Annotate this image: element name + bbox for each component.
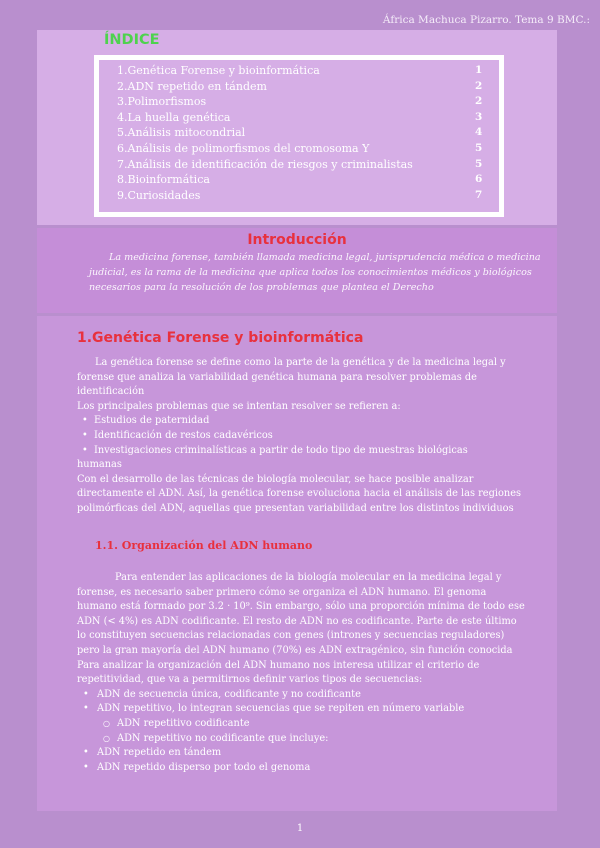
list-item: ○ ADN repetitivo codificante: [77, 717, 525, 732]
list-item: • ADN repetido en tándem: [77, 746, 525, 761]
index-item-page: 2: [475, 79, 483, 92]
index-item[interactable]: [117, 125, 499, 141]
index-item-label: 3.Polimorfismos: [117, 95, 207, 109]
intro-panel: [37, 228, 557, 313]
bullet-list: [77, 414, 525, 458]
index-item-page: 7: [475, 188, 483, 201]
paragraph: La genética forense se define como la parte de la genética y de la medicina legal y forense que analiza la variabilidad genética humana para resolver problemas de identificación: [77, 357, 506, 398]
list-item: • Estudios de paternidad: [77, 414, 525, 429]
index-title: ÍNDICE: [104, 32, 160, 48]
index-item-label: 8.Bioinformática: [117, 173, 210, 187]
index-panel: [37, 30, 557, 225]
sub-bullet-list: [77, 717, 525, 746]
paragraph: Para entender las aplicaciones de la biología molecular en la medicina legal y forense, es necesario saber primero cómo se organiza el ADN humano. El genoma humano está formado por 3.2 · 10⁹. Sin embargo, sólo una proporción mínima de todo ese ADN (< 4%) es ADN codificante. El resto de ADN no es codificante. Parte de este último lo constituyen secuencias relacionadas con genes (intrones y secuencias reguladores) pero la gran mayoría del ADN humano (70%) es ADN extragénico, sin función conocida Para analizar la organización del ADN humano nos interesa utilizar el criterio de repetitividad, que va a permitirnos definir varios tipos de secuencias:: [77, 572, 525, 686]
bullet-list: [77, 688, 525, 717]
section-title: 1.Genética Forense y bioinformática: [77, 330, 364, 346]
index-item-label: 6.Análisis de polimorfismos del cromosoma Y: [117, 141, 370, 155]
index-item-label: 4.La huella genética: [117, 110, 231, 124]
intro-paragraph: La medicina forense, también llamada medicina legal, jurisprudencia médica o medicina judicial, es la rama de la medicina que aplica todos los conocimientos médicos y biológicos necesarios para la resolución de los problemas que plantea el Derecho: [89, 252, 541, 293]
index-box: [94, 55, 504, 217]
index-item[interactable]: [117, 94, 499, 110]
section-body: [77, 356, 525, 517]
index-list: [117, 63, 499, 203]
list-item: • ADN de secuencia única, codificante y no codificante: [77, 688, 525, 703]
index-item-page: 4: [475, 126, 483, 139]
index-item-label: 1.Genética Forense y bioinformática: [117, 64, 320, 77]
list-item: • Investigaciones criminalísticas a partir de todo tipo de muestras biológicas: [77, 444, 525, 459]
list-item: ○ ADN repetitivo no codificante que incluye:: [77, 732, 525, 747]
index-item-page: 1: [475, 64, 483, 76]
list-item: • Identificación de restos cadavéricos: [77, 429, 525, 444]
index-item[interactable]: [117, 79, 499, 95]
list-item: • ADN repetido disperso por todo el genoma: [77, 761, 525, 776]
paragraph: Los principales problemas que se intentan resolver se refieren a:: [77, 400, 401, 412]
paragraph: Con el desarrollo de las técnicas de biología molecular, se hace posible analizar directamente el ADN. Así, la genética forense evoluciona hacia el análisis de las regiones polimórficas del ADN, aquellas que presentan variabilidad entre los distintos individuos: [77, 473, 522, 514]
index-item-page: 3: [475, 110, 483, 123]
intro-title: Introducción: [247, 232, 347, 248]
index-item-page: 5: [475, 141, 483, 154]
index-item-label: 2.ADN repetido en tándem: [117, 79, 267, 93]
index-item[interactable]: [117, 141, 499, 157]
bullet-list: [77, 746, 525, 775]
index-item[interactable]: [117, 157, 499, 173]
index-item-label: 5.Análisis mitocondrial: [117, 126, 246, 140]
index-item-page: 2: [475, 95, 483, 108]
index-item-label: 7.Análisis de identificación de riesgos y criminalistas: [117, 157, 413, 171]
index-item[interactable]: [117, 188, 499, 204]
index-item[interactable]: [117, 172, 499, 188]
list-item: • ADN repetitivo, lo integran secuencias que se repiten en número variable: [77, 702, 525, 717]
main-panel: [37, 316, 557, 811]
index-item-page: 5: [475, 157, 483, 170]
page-number: 1: [296, 823, 304, 834]
paragraph: humanas: [77, 459, 122, 471]
index-item-page: 6: [475, 173, 483, 186]
subsection-title: 1.1. Organización del ADN humano: [95, 539, 313, 552]
index-item[interactable]: [117, 110, 499, 126]
index-item-label: 9.Curiosidades: [117, 188, 201, 202]
index-item[interactable]: [117, 63, 499, 79]
subsection-body: [77, 571, 525, 775]
page-header: África Machuca Pizarro. Tema 9 BMC.:: [382, 14, 590, 26]
